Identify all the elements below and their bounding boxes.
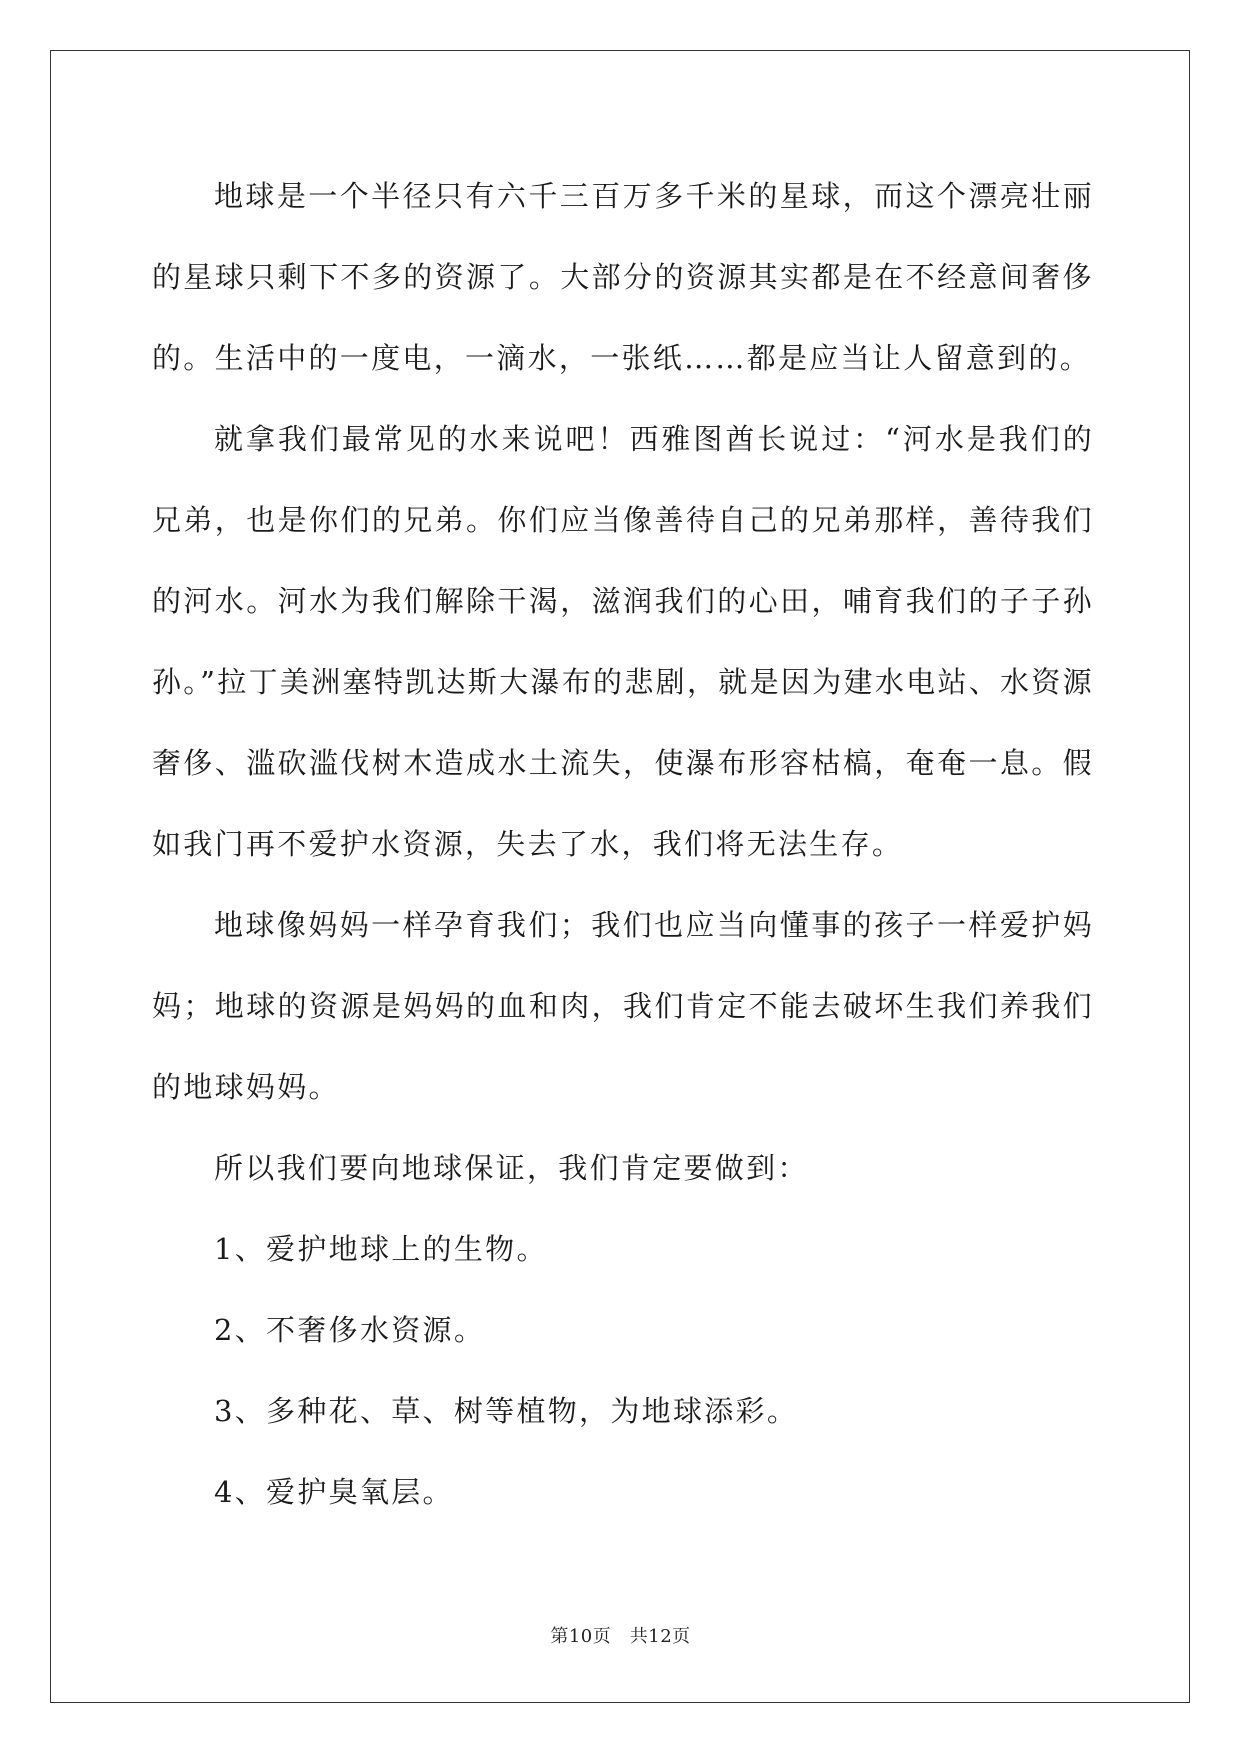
- document-body: [152, 156, 1094, 1533]
- page-number-footer: 第10页 共12页: [550, 1626, 691, 1647]
- paragraph: 地球是一个半径只有六千三百万多千米的星球，而这个漂亮壮丽的星球只剩下不多的资源了。大部分的资源其实都是在不经意间奢侈的。生活中的一度电，一滴水，一张纸……都是应当让人留意到的。: [152, 179, 1094, 375]
- list-item: 4、爱护臭氧层。: [214, 1475, 454, 1509]
- list-item: 1、爱护地球上的生物。: [214, 1232, 548, 1266]
- paragraph: 所以我们要向地球保证，我们肯定要做到：: [214, 1151, 809, 1185]
- list-item: 3、多种花、草、树等植物，为地球添彩。: [214, 1394, 799, 1428]
- list-item: 2、不奢侈水资源。: [214, 1313, 486, 1347]
- paragraph: 地球像妈妈一样孕育我们；我们也应当向懂事的孩子一样爱护妈妈；地球的资源是妈妈的血和肉，我们肯定不能去破坏生我们养我们的地球妈妈。: [152, 908, 1094, 1104]
- paragraph: 就拿我们最常见的水来说吧！西雅图酋长说过：“河水是我们的兄弟，也是你们的兄弟。你们应当像善待自己的兄弟那样，善待我们的河水。河水为我们解除干渴，滋润我们的心田，哺育我们的子子孙孙。”拉丁美洲塞特凯达斯大瀑布的悲剧，就是因为建水电站、水资源奢侈、滥砍滥伐树木造成水土流失，使瀑布形容枯槁，奄奄一息。假如我门再不爱护水资源，失去了水，我们将无法生存。: [152, 422, 1094, 861]
